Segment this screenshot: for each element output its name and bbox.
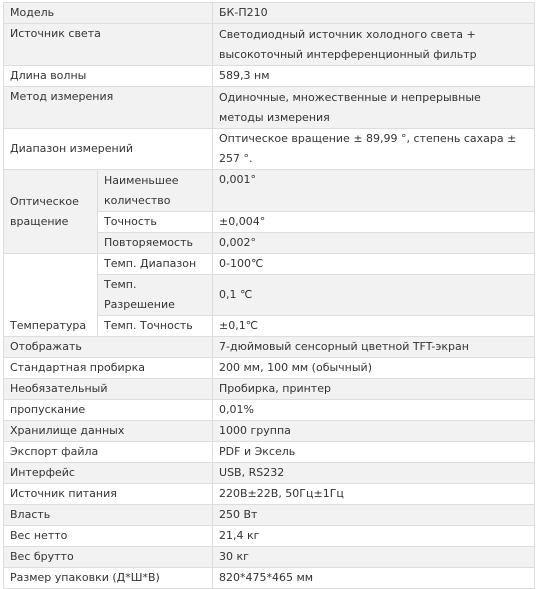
table-row (4, 129, 535, 170)
row-value: 220В±22В, 50Гц±1Гц (213, 484, 535, 505)
table-row (4, 442, 535, 463)
row-label: Хранилище данных (4, 421, 213, 442)
row-value: PDF и Эксель (213, 442, 535, 463)
table-row (4, 463, 535, 484)
row-label: Источник света (4, 24, 213, 66)
table-row (4, 254, 535, 275)
table-row (4, 337, 535, 358)
table-row (4, 379, 535, 400)
sub-row-value: 0,002° (213, 233, 535, 254)
row-label: пропускание (4, 400, 213, 421)
row-value: 820*475*465 мм (213, 568, 535, 589)
row-value: 200 мм, 100 мм (обычный) (213, 358, 535, 379)
row-value: Одиночные, множественные и непрерывные методы измерения (213, 87, 535, 129)
table-row (4, 87, 535, 129)
row-label: Размер упаковки (Д*Ш*В) (4, 568, 213, 589)
row-label: Диапазон измерений (4, 129, 213, 170)
row-label: Экспорт файла (4, 442, 213, 463)
row-label: Интерфейс (4, 463, 213, 484)
row-value: 589,3 нм (213, 66, 535, 87)
table-row (4, 484, 535, 505)
table-row (4, 66, 535, 87)
row-value: Пробирка, принтер (213, 379, 535, 400)
row-label: Источник питания (4, 484, 213, 505)
row-label: Власть (4, 505, 213, 526)
table-row (4, 421, 535, 442)
sub-row-value: ±0,1℃ (213, 316, 535, 337)
row-label: Вес нетто (4, 526, 213, 547)
row-label: Метод измерения (4, 87, 213, 129)
row-label: Необязательный (4, 379, 213, 400)
sub-row-label: Темп. Точность (98, 316, 213, 337)
row-value: 21,4 кг (213, 526, 535, 547)
table-row (4, 3, 535, 24)
row-value: 1000 группа (213, 421, 535, 442)
sub-row-value: ±0,004° (213, 212, 535, 233)
row-value: USB, RS232 (213, 463, 535, 484)
row-label: Стандартная пробирка (4, 358, 213, 379)
table-row (4, 170, 535, 212)
table-row (4, 358, 535, 379)
row-value: БК-П210 (213, 3, 535, 24)
row-value: 30 кг (213, 547, 535, 568)
sub-row-value: 0,1 ℃ (213, 275, 535, 316)
row-value: 250 Вт (213, 505, 535, 526)
sub-row-label: Темп. Диапазон (98, 254, 213, 275)
row-label: Отображать (4, 337, 213, 358)
sub-row-label: Наименьшее количество (98, 170, 213, 212)
table-row (4, 505, 535, 526)
row-label: Вес брутто (4, 547, 213, 568)
row-value: Оптическое вращение ± 89,99 °, степень сахара ± 257 °. (213, 129, 535, 170)
table-row (4, 526, 535, 547)
row-value: 0,01% (213, 400, 535, 421)
row-label: Модель (4, 3, 213, 24)
sub-row-value: 0-100℃ (213, 254, 535, 275)
spec-table-container (3, 2, 534, 589)
table-row (4, 24, 535, 66)
group-label-optical-rotation: Оптическое вращение (4, 170, 98, 254)
table-row (4, 400, 535, 421)
row-value: Светодиодный источник холодного света + высокоточный интерференционный фильтр (213, 24, 535, 66)
table-row (4, 547, 535, 568)
group-label-temperature: Температура (4, 254, 98, 337)
row-value: 7-дюймовый сенсорный цветной TFT-экран (213, 337, 535, 358)
spec-table (3, 2, 535, 589)
sub-row-value: 0,001° (213, 170, 535, 212)
table-row (4, 568, 535, 589)
sub-row-label: Точность (98, 212, 213, 233)
sub-row-label: Темп. Разрешение (98, 275, 213, 316)
row-label: Длина волны (4, 66, 213, 87)
sub-row-label: Повторяемость (98, 233, 213, 254)
